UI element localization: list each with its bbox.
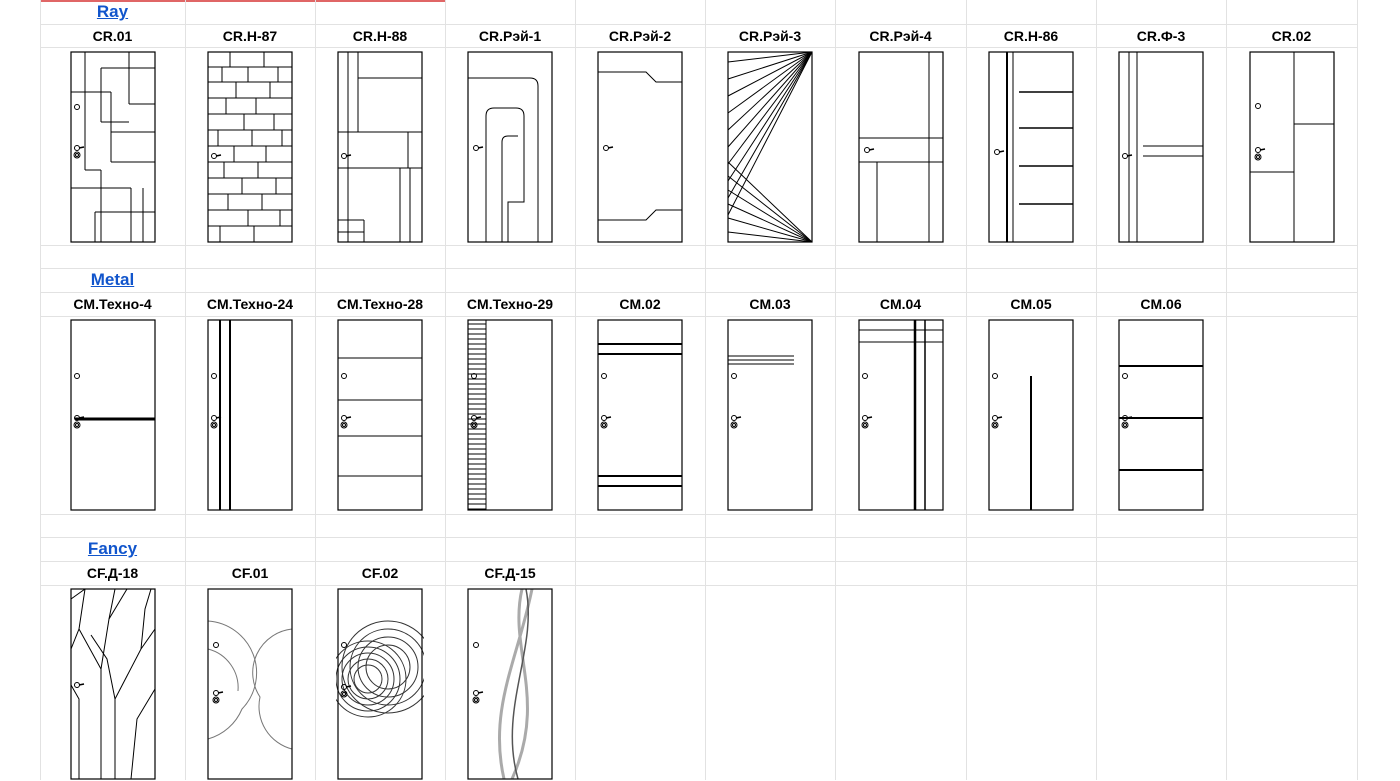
door-drawing-cr01[interactable]: [69, 50, 157, 244]
door-code-label: CM.02: [619, 296, 661, 312]
door-code-label: CF.Д-15: [484, 565, 536, 581]
door-code-label: CM.Техно-24: [206, 296, 294, 312]
door-code-label: CM.Техно-29: [466, 296, 554, 312]
door-code-label: CR.H-86: [1003, 28, 1059, 44]
door-drawing-cf01[interactable]: [206, 587, 294, 781]
door-drawing-wave[interactable]: [466, 587, 554, 781]
door-drawing-t4[interactable]: [69, 318, 157, 512]
door-code-label: CR.Рэй-3: [738, 28, 802, 44]
door-drawing-crh88[interactable]: [336, 50, 424, 244]
door-code-label: CM.03: [749, 296, 791, 312]
door-code-label: CR.Рэй-1: [478, 28, 542, 44]
door-code-label: CF.Д-18: [86, 565, 139, 581]
door-drawing-t24[interactable]: [206, 318, 294, 512]
door-code-label: CR.01: [92, 28, 133, 44]
door-code-label: CF.02: [361, 565, 399, 581]
door-drawing-cm02[interactable]: [596, 318, 684, 512]
section-link-ray[interactable]: Ray: [96, 2, 129, 21]
door-code-label: CR.H-88: [352, 28, 408, 44]
door-code-label: CR.H-87: [222, 28, 278, 44]
door-drawing-t28[interactable]: [336, 318, 424, 512]
door-code-label: CR.Ф-3: [1136, 28, 1186, 44]
door-code-label: CM.Техно-4: [73, 296, 152, 312]
door-code-label: CF.01: [231, 565, 269, 581]
door-drawing-cm06[interactable]: [1117, 318, 1205, 512]
door-code-label: CM.05: [1010, 296, 1052, 312]
door-drawing-crh86[interactable]: [987, 50, 1075, 244]
door-drawing-t29[interactable]: [466, 318, 554, 512]
door-drawing-ray4[interactable]: [857, 50, 945, 244]
door-drawing-tree[interactable]: [69, 587, 157, 781]
door-code-label: CR.Рэй-4: [869, 28, 932, 44]
door-drawing-cf02[interactable]: [336, 587, 424, 781]
section-link-metal[interactable]: Metal: [90, 270, 135, 289]
door-drawing-ray2[interactable]: [596, 50, 684, 244]
door-code-label: CR.Рэй-2: [608, 28, 672, 44]
door-drawing-cr02[interactable]: [1248, 50, 1336, 244]
door-code-label: CM.Техно-28: [336, 296, 424, 312]
door-drawing-crf3[interactable]: [1117, 50, 1205, 244]
door-drawing-cm03[interactable]: [726, 318, 814, 512]
door-code-label: CM.04: [879, 296, 922, 312]
door-code-label: CR.02: [1271, 28, 1312, 44]
section-link-fancy[interactable]: Fancy: [87, 539, 138, 558]
door-drawing-ray3[interactable]: [726, 50, 814, 244]
door-drawing-crh87[interactable]: [206, 50, 294, 244]
door-drawing-cm05[interactable]: [987, 318, 1075, 512]
door-drawing-ray1[interactable]: [466, 50, 554, 244]
door-code-label: CM.06: [1140, 296, 1182, 312]
door-drawing-cm04[interactable]: [857, 318, 945, 512]
